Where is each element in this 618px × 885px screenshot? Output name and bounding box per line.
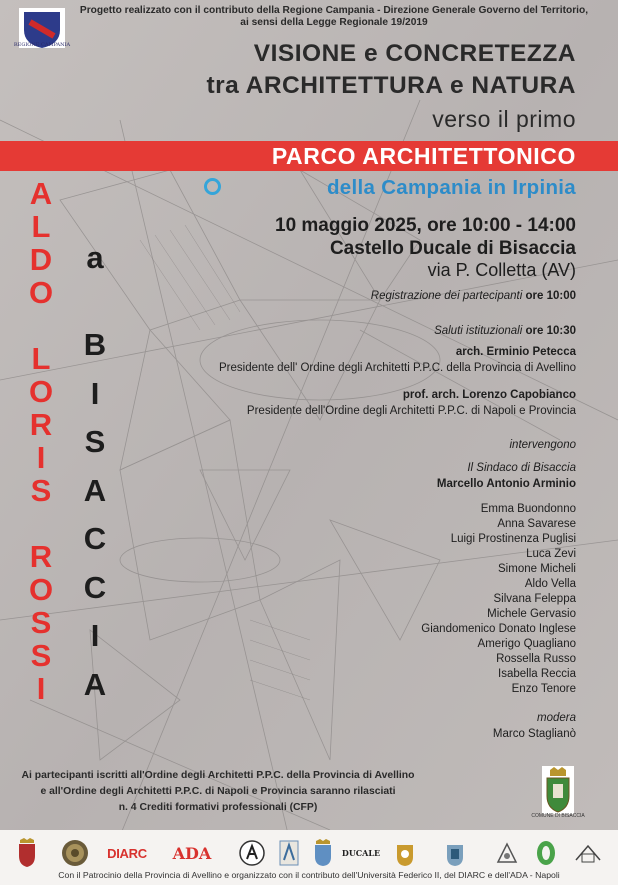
diarc-logo: DIARC [107, 845, 147, 861]
vertical-letter: B [83, 327, 107, 362]
ordine-architetti-avellino-icon [238, 837, 266, 869]
vertical-letter: I [90, 618, 100, 653]
event-date: 10 maggio 2025, ore 10:00 - 14:00 [275, 215, 576, 236]
blue-ring-icon [204, 178, 221, 195]
speaker-item: Isabella Reccia [498, 668, 576, 680]
mayor-name: Marcello Antonio Arminio [436, 478, 576, 490]
credit-line-2: ai sensi della Legge Regionale 19/2019 [240, 17, 428, 28]
speaker1-role: Presidente dell' Ordine degli Architetti P.P.C. della Provincia di Avellino [219, 362, 576, 374]
registration-label: Registrazione dei partecipanti [370, 290, 523, 302]
cfp-footnote [8, 768, 428, 816]
vertical-letter: A [83, 666, 107, 702]
speaker-item: Emma Buondonno [480, 503, 576, 515]
vertical-letter: S [30, 638, 52, 673]
event-venue: Castello Ducale di Bisaccia [329, 238, 576, 259]
event-address: via P. Colletta (AV) [427, 260, 576, 280]
subtitle: della Campania in Irpinia [326, 176, 576, 199]
moderator-name: Marco Staglianò [492, 728, 576, 740]
speaker-item: Silvana Feleppa [493, 593, 576, 605]
vertical-letter: A [83, 472, 107, 508]
vertical-spacer [24, 309, 58, 342]
bisaccia-coat-of-arms-icon [542, 766, 574, 814]
vertical-letter: I [90, 375, 100, 411]
intervengono-label: intervengono [509, 439, 576, 451]
speaker-item: Giandomenico Donato Inglese [421, 623, 576, 635]
comune-crest-icon [312, 837, 334, 869]
regione-campania-logo-label: REGIONE CAMPANIA [13, 42, 71, 48]
federico-ii-seal-icon [60, 837, 90, 869]
registration-line [371, 289, 576, 304]
speakers-list [421, 502, 576, 697]
ada-logo: ADA [172, 843, 212, 863]
green-circle-logo-icon [534, 837, 558, 869]
vertical-letter: I [36, 440, 46, 475]
vertical-letter: S [84, 424, 106, 459]
vertical-a: a [86, 240, 104, 275]
funding-credit [60, 5, 608, 29]
greetings-line [434, 324, 576, 339]
coat-of-arms-label: COMUNE DI BISACCIA [531, 813, 585, 819]
registration-time: ore 10:00 [525, 290, 576, 302]
patronage-line: Con il Patrocinio della Provincia di Avellino e organizzato con il contributo dell'Università Federico II, del DIARC e dell'ADA - Napoli [58, 870, 560, 880]
greetings-time: ore 10:30 [525, 325, 576, 337]
speaker-item: Michele Gervasio [487, 608, 576, 620]
speaker-item: Amerigo Quagliano [477, 638, 576, 650]
vertical-place-bisaccia [78, 321, 112, 709]
speaker2-role: Presidente dell'Ordine degli Architetti P.P.C. di Napoli e Provincia [246, 405, 576, 417]
vertical-letter: S [30, 473, 52, 508]
speaker-item: Aldo Vella [524, 578, 576, 590]
vertical-letter: L [31, 341, 51, 376]
foundation-logo-icon [570, 837, 606, 869]
band-title: PARCO ARCHITETTONICO [271, 143, 576, 169]
vertical-letter: O [28, 572, 54, 607]
vertical-letter: O [28, 275, 54, 310]
vertical-letter: O [28, 374, 54, 409]
vertical-letter: R [29, 407, 53, 442]
title-line-1: VISIONE e CONCRETEZZA [253, 40, 576, 67]
speaker2-name: prof. arch. Lorenzo Capobianco [402, 389, 576, 401]
speaker-item: Enzo Tenore [511, 683, 576, 695]
speaker-item: Luigi Prostinenza Puglisi [450, 533, 576, 545]
vertical-letter: C [83, 569, 107, 605]
footnote-line-3: n. 4 Crediti formativi professionali (CFP) [118, 802, 318, 813]
vertical-letter: A [29, 176, 53, 211]
greetings-label: Saluti istituzionali [434, 325, 523, 337]
speaker1-name: arch. Erminio Petecca [455, 346, 576, 358]
title-line-2: tra ARCHITETTURA e NATURA [206, 72, 576, 99]
speaker-item: Rossella Russo [496, 653, 576, 665]
vertical-letter: C [83, 521, 107, 556]
comune-crest-2-icon [394, 837, 416, 869]
footnote-line-2: e all'Ordine degli Architetti P.P.C. di Napoli e Provincia saranno rilasciati [40, 786, 396, 797]
speaker-item: Simone Micheli [498, 563, 576, 575]
vertical-letter: D [29, 242, 53, 277]
vertical-name-aldo-loris-rossi [24, 177, 58, 705]
title-line-3: verso il primo [432, 106, 576, 132]
footnote-line-1: Ai partecipanti iscritti all'Ordine degli Architetti P.P.C. della Provincia di Avellino [21, 770, 415, 781]
vertical-letter: I [36, 671, 46, 706]
provincia-avellino-logo-icon [14, 837, 40, 869]
comune-crest-3-icon [444, 837, 466, 869]
vertical-spacer [24, 507, 58, 540]
vertical-letter: L [31, 209, 51, 244]
ordine-architetti-napoli-icon [278, 837, 300, 869]
mayor-label: Il Sindaco di Bisaccia [467, 462, 576, 474]
vertical-letter: S [30, 605, 52, 640]
moderator-label: modera [537, 712, 576, 724]
speaker-item: Anna Savarese [497, 518, 576, 530]
credit-line-1: Progetto realizzato con il contributo della Regione Campania - Direzione Generale Governo del Territorio, [79, 5, 589, 16]
vertical-letter: R [29, 539, 53, 574]
speaker-item: Luca Zevi [526, 548, 576, 560]
castello-ducale-logo: DUCALE [341, 848, 381, 858]
association-logo-icon [494, 837, 520, 869]
